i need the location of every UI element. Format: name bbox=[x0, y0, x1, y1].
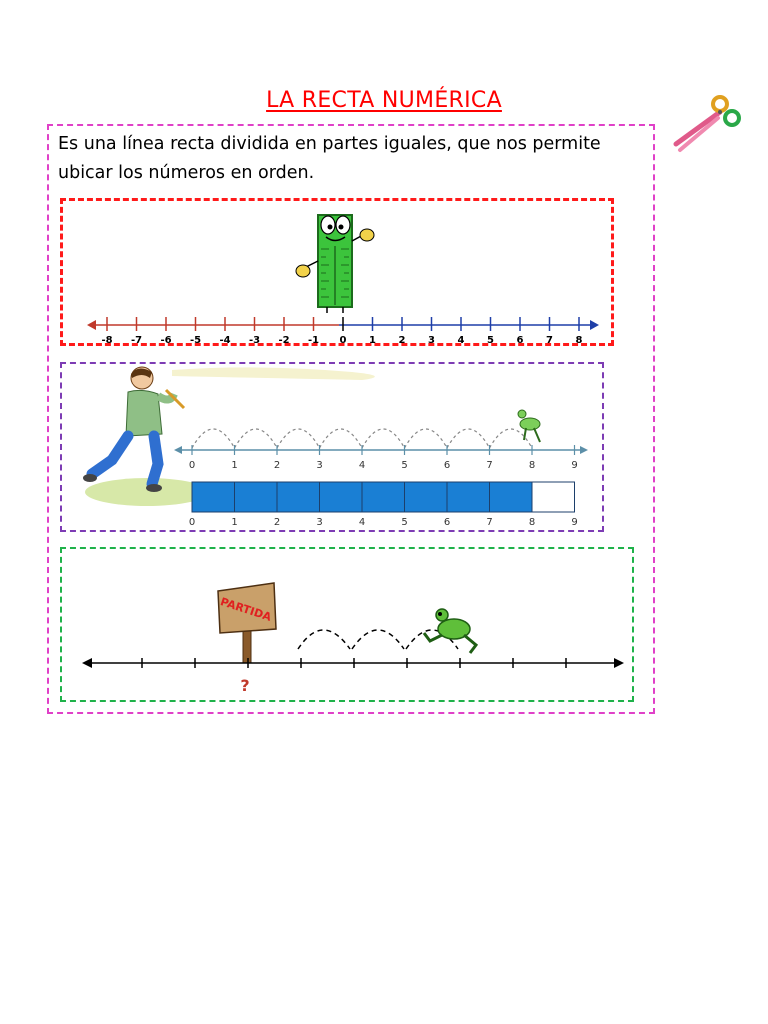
jumps-number-line bbox=[62, 364, 602, 530]
tick-label: -8 bbox=[101, 335, 113, 343]
bar-segment-filled bbox=[277, 482, 320, 512]
frog-icon bbox=[518, 410, 540, 442]
bar-segment-filled bbox=[362, 482, 405, 512]
bar-segment-filled bbox=[192, 482, 235, 512]
tick-label: -1 bbox=[307, 335, 320, 343]
jump-arc bbox=[405, 429, 448, 448]
tick-label: 7 bbox=[486, 460, 493, 471]
tick-label: 3 bbox=[316, 460, 323, 471]
jump-arc bbox=[235, 429, 278, 448]
bar-tick-label: 7 bbox=[486, 517, 493, 528]
tick-label: 4 bbox=[358, 460, 366, 471]
tick-label: 3 bbox=[428, 335, 435, 343]
jump-arc bbox=[447, 429, 490, 448]
tick-label: -3 bbox=[248, 335, 261, 343]
jumps-and-bar-panel bbox=[60, 362, 604, 532]
start-sign-panel bbox=[60, 547, 634, 702]
bar-segment-filled bbox=[235, 482, 278, 512]
jump-arc bbox=[320, 429, 363, 448]
tick-label: -4 bbox=[219, 335, 231, 343]
page-title: LA RECTA NUMÉRICA bbox=[266, 88, 502, 113]
bar-tick-label: 4 bbox=[358, 517, 366, 528]
bar-tick-label: 8 bbox=[528, 517, 536, 528]
tick-label: 1 bbox=[369, 335, 376, 343]
bar-segment-filled bbox=[405, 482, 448, 512]
bar-tick-label: 1 bbox=[231, 517, 238, 528]
tick-label: 8 bbox=[528, 460, 536, 471]
tick-label: 6 bbox=[443, 460, 451, 471]
tick-label: 8 bbox=[575, 335, 583, 343]
bar-tick-label: 0 bbox=[188, 517, 196, 528]
bar-segment-filled bbox=[490, 482, 533, 512]
tick-label: -5 bbox=[189, 335, 202, 343]
tick-label: 0 bbox=[188, 460, 196, 471]
tick-label: 4 bbox=[457, 335, 465, 343]
right-arrow bbox=[590, 320, 599, 330]
ruler-character-icon bbox=[296, 215, 374, 313]
bar-tick-label: 9 bbox=[571, 517, 578, 528]
definition-text: Es una línea recta dividida en partes iguales, que nos permite ubicar los números en orden. bbox=[58, 134, 601, 183]
tick-label: 1 bbox=[231, 460, 238, 471]
tick-label: 2 bbox=[398, 335, 406, 343]
integer-line-panel bbox=[60, 198, 614, 346]
tick-label: -6 bbox=[160, 335, 172, 343]
bar-segment-empty bbox=[532, 482, 575, 512]
integer-number-line bbox=[63, 201, 611, 343]
tick-label: 2 bbox=[273, 460, 281, 471]
frog-icon bbox=[424, 609, 476, 653]
left-arrow bbox=[87, 320, 96, 330]
tick-label: 7 bbox=[546, 335, 553, 343]
bar-tick-label: 3 bbox=[316, 517, 323, 528]
unknown-position-mark: ? bbox=[240, 676, 250, 695]
tick-label: 6 bbox=[516, 335, 524, 343]
start-number-line bbox=[62, 549, 632, 700]
tick-label: -7 bbox=[130, 335, 143, 343]
jump-arc bbox=[277, 429, 320, 448]
tick-label: 9 bbox=[571, 460, 578, 471]
bar-segment-filled bbox=[320, 482, 363, 512]
jump-arc bbox=[362, 429, 405, 448]
bar-tick-label: 5 bbox=[401, 517, 408, 528]
tick-label: 5 bbox=[401, 460, 408, 471]
tick-label: 5 bbox=[487, 335, 494, 343]
sign-label: PARTIDA bbox=[218, 595, 273, 624]
bar-segment-filled bbox=[447, 482, 490, 512]
jump-arc bbox=[192, 429, 235, 448]
bar-tick-label: 6 bbox=[443, 517, 451, 528]
tick-label: 0 bbox=[339, 335, 347, 343]
wooden-sign-icon bbox=[218, 583, 276, 663]
tick-label: -2 bbox=[278, 335, 290, 343]
boy-walking-icon bbox=[83, 367, 184, 492]
bar-tick-label: 2 bbox=[273, 517, 281, 528]
scissors-icon bbox=[670, 92, 742, 154]
